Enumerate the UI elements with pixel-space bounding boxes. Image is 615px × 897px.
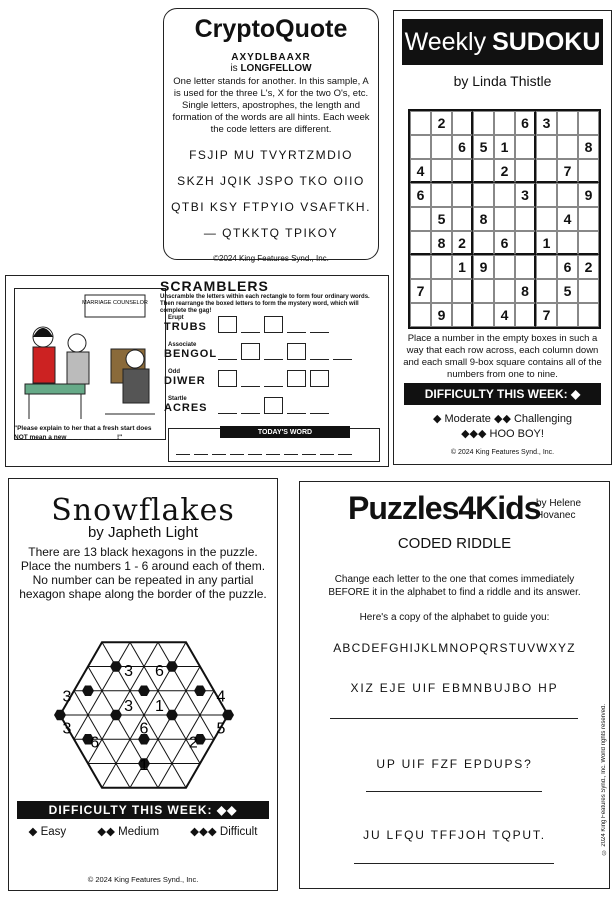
snowflakes-number: 6 [90, 734, 100, 752]
sudoku-cell[interactable] [452, 183, 473, 207]
sudoku-title-bold: SUDOKU [492, 27, 601, 56]
sudoku-cell[interactable] [515, 207, 536, 231]
sudoku-cell: 4 [494, 303, 515, 327]
sudoku-grid [408, 109, 601, 329]
word-hint: Erupt [168, 315, 184, 321]
snowflakes-description: There are 13 black hexagons in the puzzle. Place the numbers 1 - 6 around each of them. No number can be repeated in any partial hexagon shape along the border of the puzzle. [19, 545, 267, 601]
answer-slot[interactable] [241, 400, 260, 414]
sudoku-instructions: Place a number in the empty boxes in such a way that each row across, each column down and each small 9-box square contains all of the numbers from one to nine. [403, 333, 602, 380]
sudoku-cell[interactable] [452, 279, 473, 303]
sudoku-cell[interactable] [494, 207, 515, 231]
sudoku-cell: 1 [494, 135, 515, 159]
answer-slot-boxed[interactable] [264, 316, 283, 333]
sudoku-cell: 4 [557, 207, 578, 231]
sudoku-cell[interactable] [431, 279, 452, 303]
sudoku-cell: 8 [515, 279, 536, 303]
sudoku-author: by Linda Thistle [453, 73, 552, 89]
sudoku-cell[interactable] [473, 279, 494, 303]
sudoku-cell: 5 [557, 279, 578, 303]
sudoku-cell[interactable] [473, 183, 494, 207]
sudoku-cell[interactable] [410, 231, 431, 255]
word-letters: BENGOL [164, 348, 218, 360]
sample-is: is [230, 63, 238, 74]
sudoku-cell[interactable] [536, 255, 557, 279]
sudoku-cell[interactable] [536, 135, 557, 159]
answer-slot[interactable] [310, 346, 329, 360]
sudoku-cell: 2 [452, 231, 473, 255]
sudoku-cell[interactable] [473, 231, 494, 255]
answer-line[interactable] [330, 718, 578, 719]
snowflakes-author: by Japheth Light [87, 524, 199, 541]
sudoku-cell: 1 [536, 231, 557, 255]
sudoku-cell: 9 [431, 303, 452, 327]
sudoku-cell: 1 [452, 255, 473, 279]
sudoku-levels-line: ◆ Moderate ◆◆ Challenging [432, 413, 573, 425]
answer-slot[interactable] [241, 373, 260, 387]
sudoku-cell[interactable] [515, 231, 536, 255]
sudoku-cell[interactable] [494, 255, 515, 279]
word-letters: DIWER [164, 375, 206, 387]
sudoku-cell[interactable] [410, 255, 431, 279]
sudoku-cell[interactable] [578, 231, 599, 255]
answer-slot-boxed[interactable] [264, 397, 283, 414]
snowflakes-number: 1 [139, 757, 149, 774]
sudoku-cell[interactable] [557, 303, 578, 327]
answer-slots[interactable] [218, 343, 352, 360]
snowflakes-difficulty: DIFFICULTY THIS WEEK: ◆◆ [17, 801, 269, 819]
answer-line[interactable] [354, 863, 554, 864]
sudoku-cell: 2 [494, 159, 515, 183]
scramblers-panel [5, 275, 389, 467]
sudoku-cell[interactable] [494, 279, 515, 303]
answer-slot[interactable] [264, 373, 283, 387]
sudoku-cell[interactable] [452, 207, 473, 231]
snowflakes-number: 6 [139, 720, 149, 738]
answer-slot[interactable] [241, 319, 260, 333]
sudoku-cell[interactable] [452, 303, 473, 327]
sudoku-cell: 7 [557, 159, 578, 183]
answer-slot-boxed[interactable] [287, 343, 306, 360]
cryptoquote-line: QTBI KSY FTPYIO VSAFTKH. [171, 200, 371, 214]
sudoku-cell: 5 [473, 135, 494, 159]
snowflakes-number: 6 [154, 663, 164, 681]
word-letters: TRUBS [164, 321, 207, 333]
snowflakes-title: Snowflakes [51, 493, 235, 528]
scramblers-question: "Please explain to her that a fresh start does NOT mean a new _ _ _ _ _ _ _ _ _ !" [14, 425, 152, 441]
cryptoquote-copyright: ©2024 King Features Synd., Inc. [213, 254, 329, 263]
snowflakes-number: 3 [62, 688, 72, 706]
sudoku-cell: 5 [431, 207, 452, 231]
level-medium: ◆◆ Medium [97, 826, 160, 838]
sudoku-cell: 6 [515, 111, 536, 135]
sudoku-cell: 8 [473, 207, 494, 231]
sudoku-cell[interactable] [578, 159, 599, 183]
sudoku-cell[interactable] [431, 159, 452, 183]
word-hint: Odd [168, 369, 180, 375]
cartoon-sign: MARRIAGE COUNSELOR [82, 300, 148, 306]
sudoku-cell: 3 [515, 183, 536, 207]
answer-slot-boxed[interactable] [310, 370, 329, 387]
word-hint: Associate [168, 342, 197, 348]
cryptoquote-description: One letter stands for another. In this sample, A is used for the three L's, X for the two O's, etc. Single letters, apostrophes, the length and formation of the words are all hints. Each week the code letters are different. [172, 76, 370, 135]
riddle-line: XIZ EJE UIF EBMNBUJBO HP [350, 681, 559, 695]
sudoku-cell[interactable] [557, 135, 578, 159]
scramblers-description: Unscramble the letters within each rectangle to form four ordinary words. Then rearrange the boxed letters to form the mystery word, which will complete the gag! [160, 294, 370, 314]
snowflakes-number: 3 [124, 698, 134, 716]
todays-word-label: TODAY'S WORD [220, 426, 350, 438]
kids-byline: by Helene Hovanec [536, 498, 582, 521]
sudoku-cell[interactable] [536, 159, 557, 183]
sudoku-cell: 2 [578, 255, 599, 279]
sudoku-title-light: Weekly [404, 27, 487, 56]
kids-subtitle: CODED RIDDLE [397, 535, 512, 552]
sudoku-cell[interactable] [494, 183, 515, 207]
sudoku-cell[interactable] [557, 183, 578, 207]
snowflakes-number: 3 [124, 663, 134, 681]
kids-instructions: Change each letter to the one that comes immediately BEFORE it in the alphabet to find a riddle and its answer. [328, 574, 581, 598]
snowflakes-number: 4 [216, 688, 226, 706]
sudoku-cell[interactable] [452, 159, 473, 183]
sudoku-cell: 9 [473, 255, 494, 279]
answer-slot[interactable] [218, 400, 237, 414]
sudoku-cell[interactable] [473, 159, 494, 183]
sample-code: AXYDLBAAXR [231, 52, 311, 63]
sudoku-cell[interactable] [431, 135, 452, 159]
snowflakes-levels [13, 824, 273, 838]
sudoku-cell: 2 [431, 111, 452, 135]
sudoku-cell[interactable] [515, 255, 536, 279]
answer-slot-boxed[interactable] [218, 316, 237, 333]
word-letters: ACRES [164, 402, 208, 414]
sudoku-cell[interactable] [494, 111, 515, 135]
sudoku-cell[interactable] [536, 207, 557, 231]
sudoku-cell[interactable] [578, 303, 599, 327]
cryptoquote-line: FSJIP MU TVYRTZMDIO [189, 148, 353, 162]
sudoku-cell[interactable] [410, 135, 431, 159]
snowflakes-copyright: © 2024 King Features Synd., Inc. [87, 875, 199, 884]
sudoku-cell[interactable] [473, 303, 494, 327]
cryptoquote-line: — QTKKTQ TPIKOY [203, 226, 339, 240]
sudoku-cell: 6 [410, 183, 431, 207]
answer-slot-boxed[interactable] [287, 370, 306, 387]
cartoon-image [14, 288, 166, 440]
snowflakes-number: 5 [216, 720, 226, 738]
sudoku-header [402, 19, 603, 65]
word-hint: Startle [168, 396, 187, 402]
sudoku-cell[interactable] [431, 255, 452, 279]
sudoku-cell[interactable] [515, 135, 536, 159]
kids-title: Puzzles4Kids [348, 490, 541, 526]
sudoku-cell[interactable] [515, 303, 536, 327]
answer-slot[interactable] [287, 400, 306, 414]
scrambled-word [164, 396, 208, 414]
sudoku-cell[interactable] [557, 231, 578, 255]
answer-slots[interactable] [218, 397, 329, 414]
sudoku-cell[interactable] [515, 159, 536, 183]
sudoku-cell: 8 [578, 135, 599, 159]
puzzles4kids-panel [299, 481, 610, 889]
sudoku-cell[interactable] [473, 111, 494, 135]
answer-slot[interactable] [287, 319, 306, 333]
sudoku-cell[interactable] [452, 111, 473, 135]
sudoku-cell: 8 [431, 231, 452, 255]
scrambled-word [164, 342, 217, 360]
sudoku-cell[interactable] [431, 183, 452, 207]
kids-rights: © 2024 King Features Synd., Inc. World rights reserved. [601, 704, 607, 855]
answer-slot[interactable] [218, 346, 237, 360]
answer-slot[interactable] [333, 346, 352, 360]
kids-alphabet-note: Here's a copy of the alphabet to guide you: [359, 612, 550, 623]
sudoku-levels-line: ◆◆◆ HOO BOY! [461, 428, 544, 440]
sudoku-difficulty: DIFFICULTY THIS WEEK: ◆ [404, 383, 601, 405]
answer-slots[interactable] [218, 316, 329, 333]
answer-slot[interactable] [310, 319, 329, 333]
sudoku-cell: 6 [452, 135, 473, 159]
answer-slot[interactable] [310, 400, 329, 414]
answer-slot-boxed[interactable] [218, 370, 237, 387]
snowflakes-number: 1 [154, 698, 164, 716]
todays-word-slots[interactable] [176, 454, 352, 455]
sudoku-cell[interactable] [410, 303, 431, 327]
sudoku-panel [393, 10, 612, 465]
sudoku-cell: 6 [557, 255, 578, 279]
level-difficult: ◆◆◆ Difficult [190, 826, 258, 838]
sudoku-cell[interactable] [557, 111, 578, 135]
sudoku-cell: 6 [494, 231, 515, 255]
scramblers-title: SCRAMBLERS [160, 278, 269, 294]
sudoku-cell[interactable] [410, 111, 431, 135]
sudoku-copyright: © 2024 King Features Synd., Inc. [450, 449, 555, 456]
sudoku-levels [400, 412, 605, 442]
sudoku-cell: 4 [410, 159, 431, 183]
snowflakes-grid [27, 629, 261, 801]
riddle-line: UP UIF FZF EPDUPS? [376, 757, 533, 771]
sample-plain: LONGFELLOW [240, 63, 312, 74]
sudoku-cell[interactable] [578, 207, 599, 231]
scrambled-word [164, 369, 206, 387]
snowflakes-number: 3 [62, 720, 72, 738]
snowflakes-panel [8, 478, 278, 891]
cryptoquote-title: CryptoQuote [194, 15, 348, 43]
sudoku-cell: 7 [410, 279, 431, 303]
sudoku-cell: 7 [536, 303, 557, 327]
scrambled-word [164, 315, 207, 333]
riddle-line: JU LFQU TFFJOH TQPUT. [363, 828, 546, 842]
sudoku-cell[interactable] [578, 279, 599, 303]
sudoku-cell[interactable] [410, 207, 431, 231]
level-easy: ◆ Easy [28, 826, 67, 838]
sudoku-cell[interactable] [536, 279, 557, 303]
cryptoquote-line: SKZH JQIK JSPO TKO OIIO [177, 174, 365, 188]
kids-alphabet: ABCDEFGHIJKLMNOPQRSTUVWXYZ [333, 641, 576, 655]
sudoku-cell: 9 [578, 183, 599, 207]
sudoku-cell[interactable] [578, 111, 599, 135]
answer-slot[interactable] [264, 346, 283, 360]
snowflakes-number: 2 [188, 734, 198, 752]
cryptoquote-panel [163, 8, 379, 263]
answer-slot-boxed[interactable] [241, 343, 260, 360]
sample-answer [164, 63, 378, 74]
answer-slots[interactable] [218, 370, 329, 387]
sudoku-cell: 3 [536, 111, 557, 135]
answer-line[interactable] [366, 791, 542, 792]
sudoku-cell[interactable] [536, 183, 557, 207]
